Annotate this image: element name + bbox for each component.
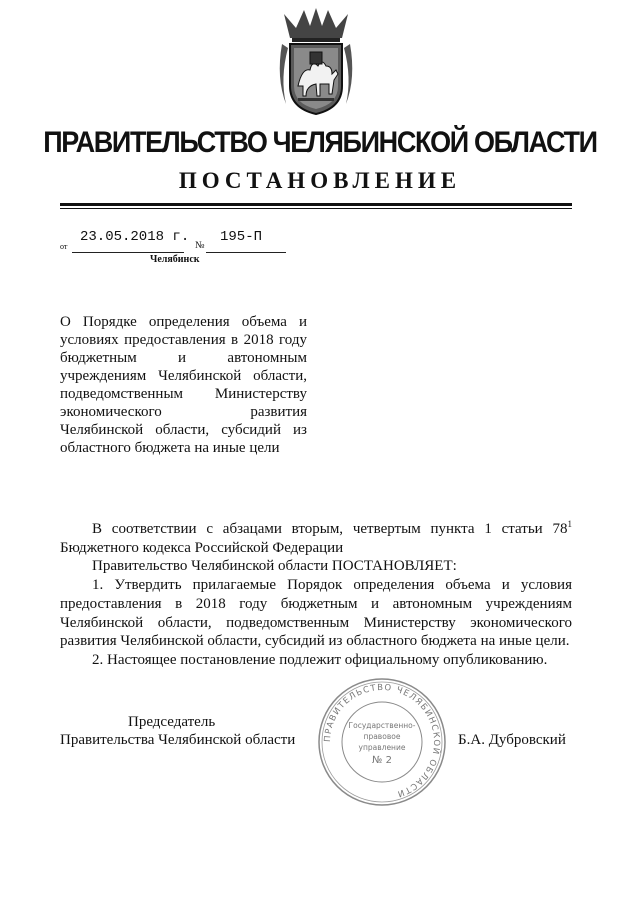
preamble-text: В соответствии с абзацами вторым, четвертым пункта 1 статьи 78 bbox=[92, 521, 568, 537]
resolution-item-2: 2. Настоящее постановление подлежит официальному опубликованию. bbox=[92, 651, 548, 668]
number-prefix: № bbox=[195, 240, 205, 251]
seal-center-line-4: № 2 bbox=[372, 755, 392, 766]
subject-line: условиях предоставления в 2018 году bbox=[60, 332, 307, 348]
document-subject bbox=[60, 313, 307, 457]
document-date: 23.05.2018 г. bbox=[80, 229, 190, 245]
seal-center-line-1: Государственно- bbox=[348, 721, 416, 730]
document-body bbox=[60, 520, 572, 670]
document-number: 195-П bbox=[220, 229, 263, 245]
document-type: ПОСТАНОВЛЕНИЕ bbox=[178, 168, 462, 193]
resolution-item-1: 1. Утвердить прилагаемые Порядок определения объема и условия предоставления в 2018 году бюджетным и автономным учреждениям Челябинской области, подведомственным Министерству экономического развития Челябинской области, субсидий из областного бюджета на иные цели. bbox=[60, 577, 572, 650]
date-underline bbox=[72, 252, 184, 253]
seal-center-line-3: управление bbox=[358, 743, 406, 752]
subject-line: Челябинской области, субсидий из bbox=[60, 422, 307, 438]
preamble-superscript: 1 bbox=[567, 519, 572, 529]
seal-center-line-2: правовое bbox=[363, 732, 401, 741]
signer-title-line-1: Председатель bbox=[128, 714, 216, 730]
subject-line: бюджетным и автономным bbox=[60, 350, 307, 366]
subject-line: областного бюджета на иные цели bbox=[60, 440, 280, 456]
signer-name: Б.А. Дубровский bbox=[458, 732, 566, 748]
header-divider-thick bbox=[60, 203, 572, 206]
document-city: Челябинск bbox=[150, 254, 200, 265]
preamble-line-2: Бюджетного кодекса Российской Федерации bbox=[60, 539, 344, 556]
subject-line: учреждениям Челябинской области, bbox=[60, 368, 307, 384]
chelyabinsk-coat-of-arms-icon bbox=[276, 8, 356, 118]
seal-ring-text: ПРАВИТЕЛЬСТВО ЧЕЛЯБИНСКОЙ ОБЛАСТИ bbox=[322, 682, 442, 799]
preamble-line-1 bbox=[60, 520, 572, 539]
official-seal-icon bbox=[316, 676, 448, 808]
subject-line: экономического развития bbox=[60, 404, 307, 420]
resolves-clause: Правительство Челябинской области ПОСТАНОВЛЯЕТ: bbox=[92, 558, 457, 575]
number-underline bbox=[206, 252, 286, 253]
date-prefix: от bbox=[60, 242, 68, 251]
government-title: ПРАВИТЕЛЬСТВО ЧЕЛЯБИНСКОЙ ОБЛАСТИ bbox=[43, 126, 597, 159]
subject-line: О Порядке определения объема и bbox=[60, 314, 307, 330]
subject-line: подведомственным Министерству bbox=[60, 386, 307, 402]
signer-title-line-2: Правительства Челябинской области bbox=[60, 732, 296, 748]
header-divider-thin bbox=[60, 208, 572, 209]
